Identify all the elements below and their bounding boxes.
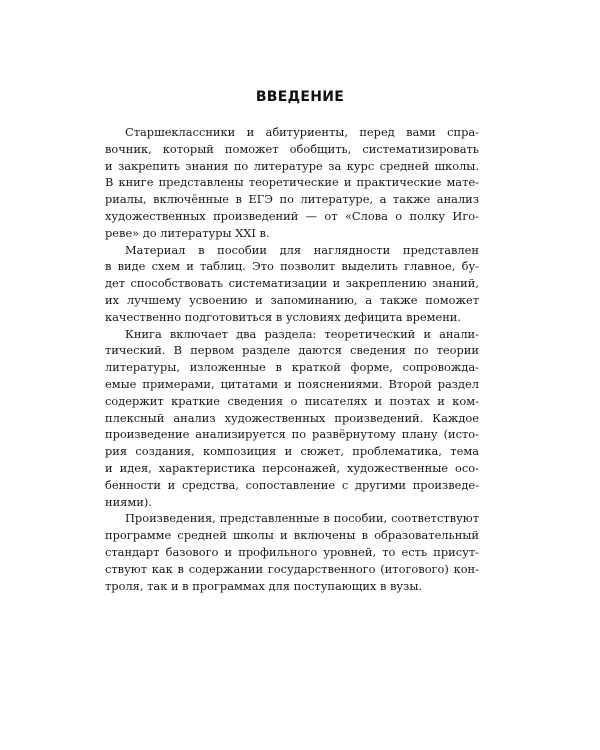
text-line: в виде схем и таблиц. Это позволит выделить главное, бу-: [105, 259, 479, 274]
text-line: их лучшему усвоению и запоминанию, а также поможет: [105, 292, 479, 307]
text-line: Книга включает два раздела: теоретический и анали-: [125, 326, 479, 341]
text-line: вочник, который поможет обобщить, систематизировать: [105, 141, 479, 156]
text-line: риалы, включённые в ЕГЭ по литературе, а также анализ: [105, 192, 479, 207]
text-line: плексный анализ художественных произведений. Каждое: [105, 410, 479, 425]
text-line: литературы, изложенные в краткой форме, сопровожда-: [105, 360, 479, 375]
body-text: [105, 124, 479, 594]
text-line: стандарт базового и профильного уровней, то есть присут-: [105, 544, 479, 559]
text-line: содержит краткие сведения о писателях и поэтах и ком-: [105, 393, 479, 408]
page-title: ВВЕДЕНИЕ: [255, 89, 345, 105]
text-line: Старшеклассники и абитуриенты, перед вами спра-: [125, 125, 479, 139]
text-line: дет способствовать систематизации и закреплению знаний,: [105, 276, 479, 291]
text-line: троля, так и в программах для поступающих в вузы.: [105, 578, 423, 593]
text-line: произведение анализируется по развёрнутому плану (исто-: [105, 427, 479, 442]
text-line: реве» до литературы XXI в.: [105, 225, 270, 240]
text-line: ниями).: [105, 494, 152, 509]
text-line: Произведения, представленные в пособии, соответствуют: [125, 511, 479, 526]
text-line: художественных произведений — от «Слова о полку Иго-: [105, 208, 479, 223]
text-line: и закрепить знания по литературе за курс средней школы.: [105, 158, 479, 173]
text-line: качественно подготовиться в условиях дефицита времени.: [105, 309, 462, 324]
text-line: и идея, характеристика персонажей, художественные осо-: [105, 460, 479, 475]
text-line: В книге представлены теоретические и практические мате-: [105, 175, 479, 190]
text-line: бенности и средства, сопоставление с другими произведе-: [105, 477, 479, 492]
text-line: рия создания, композиция и сюжет, проблематика, тема: [105, 444, 479, 459]
text-line: программе средней школы и включены в образовательный: [105, 528, 479, 543]
text-line: Материал в пособии для наглядности представлен: [125, 242, 479, 257]
text-line: тический. В первом разделе даются сведения по теории: [105, 343, 479, 358]
text-line: емые примерами, цитатами и пояснениями. Второй раздел: [105, 376, 479, 391]
text-line: ствуют как в содержании государственного (итогового) кон-: [105, 561, 479, 576]
